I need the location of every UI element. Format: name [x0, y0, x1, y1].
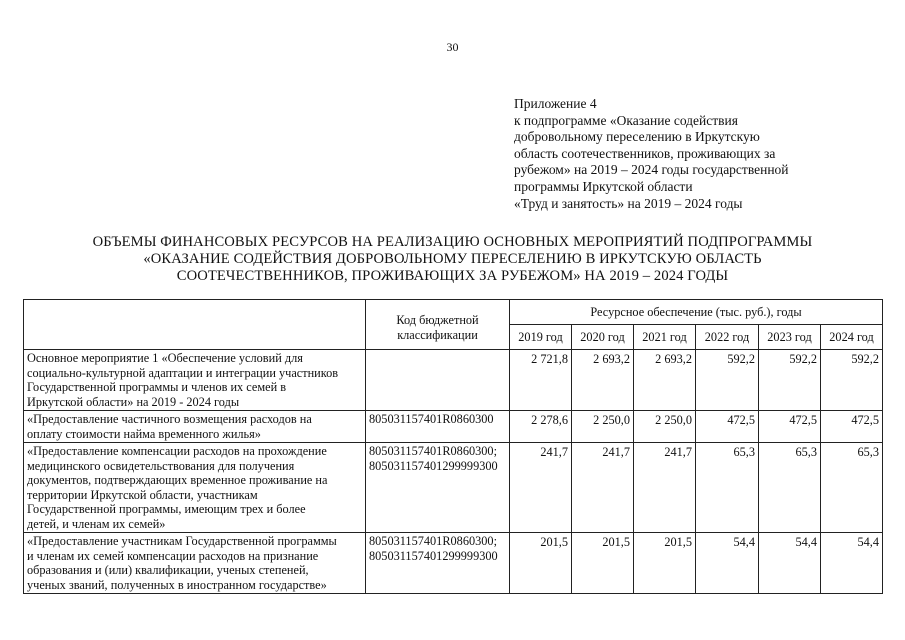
row-name-line: территории Иркутской области, участникам: [27, 487, 258, 502]
row-value-2021: 2 693,2: [634, 350, 696, 411]
row-name-line: и членам их семей компенсации расходов на признание: [27, 548, 319, 563]
row-code-line: 805031157401R0860300;: [369, 444, 497, 458]
row-name-line: «Предоставление участникам Государственной программы: [27, 534, 337, 548]
table-row: [24, 411, 883, 443]
appendix-line: рубежом» на 2019 – 2024 годы государственной: [514, 162, 789, 178]
row-name-line: детей, и членам их семей»: [27, 516, 166, 531]
title-line: «ОКАЗАНИЕ СОДЕЙСТВИЯ ДОБРОВОЛЬНОМУ ПЕРЕСЕЛЕНИЮ В ИРКУТСКУЮ ОБЛАСТЬ: [143, 251, 762, 267]
row-value-2024: 592,2: [821, 350, 883, 411]
row-value-2021: 201,5: [634, 533, 696, 594]
row-name-line: Государственной программы и членов их семей в: [27, 380, 287, 394]
appendix-line: область соотечественников, проживающих за: [514, 145, 776, 161]
title-line: ОБЪЕМЫ ФИНАНСОВЫХ РЕСУРСОВ НА РЕАЛИЗАЦИЮ ОСНОВНЫХ МЕРОПРИЯТИЙ ПОДПРОГРАММЫ: [92, 234, 813, 250]
header-name-cell: [24, 300, 366, 350]
row-value-2024: 65,3: [821, 443, 883, 533]
row-name-line: ученых званий, полученных в иностранном государстве»: [27, 577, 327, 592]
header-code-line: классификации: [397, 327, 478, 342]
appendix-line: к подпрограмме «Оказание содействия: [514, 112, 738, 128]
row-name-line: «Предоставление компенсации расходов на прохождение: [27, 444, 327, 458]
header-code-cell: [366, 300, 510, 350]
row-name-line: социально-культурной адаптации и интеграции участников: [27, 365, 339, 380]
row-value-2019: 241,7: [510, 443, 572, 533]
header-year: 2023 год: [759, 324, 821, 350]
row-name-line: образования и (или) квалификации, ученых степеней,: [27, 563, 309, 577]
appendix-note: [514, 96, 864, 212]
row-value-2021: 241,7: [634, 443, 696, 533]
row-code-line: 805031157401299999300: [369, 458, 498, 473]
row-code-line: 805031157401R0860300: [369, 412, 494, 426]
row-name-line: медицинского освидетельствования для получения: [27, 458, 295, 473]
page-number: 30: [446, 40, 459, 54]
row-name-line: «Предоставление частичного возмещения расходов на: [27, 412, 312, 426]
row-value-2020: 2 250,0: [572, 411, 634, 443]
row-name-line: Основное мероприятие 1 «Обеспечение условий для: [27, 351, 303, 365]
row-name-cell: [24, 443, 366, 533]
financial-resources-table: [23, 299, 883, 594]
row-value-2024: 472,5: [821, 411, 883, 443]
header-year: 2024 год: [821, 324, 883, 350]
row-value-2024: 54,4: [821, 533, 883, 594]
row-value-2022: 65,3: [696, 443, 759, 533]
row-code-cell: [366, 533, 510, 594]
row-name-line: Иркутской области» на 2019 - 2024 годы: [27, 394, 240, 409]
row-value-2019: 2 721,8: [510, 350, 572, 411]
appendix-line: «Труд и занятость» на 2019 – 2024 годы: [514, 195, 743, 211]
row-value-2023: 54,4: [759, 533, 821, 594]
header-year: 2021 год: [634, 324, 696, 350]
row-value-2023: 592,2: [759, 350, 821, 411]
header-year: 2019 год: [510, 324, 572, 350]
row-code-cell: [366, 443, 510, 533]
appendix-line: программы Иркутской области: [514, 178, 693, 194]
row-value-2022: 472,5: [696, 411, 759, 443]
row-value-2021: 2 250,0: [634, 411, 696, 443]
appendix-line: Приложение 4: [514, 96, 597, 111]
table-row: [24, 350, 883, 411]
header-year: 2022 год: [696, 324, 759, 350]
header-row: [24, 300, 883, 325]
row-value-2020: 241,7: [572, 443, 634, 533]
row-value-2022: 54,4: [696, 533, 759, 594]
header-resource-cell: Ресурсное обеспечение (тыс. руб.), годы: [510, 300, 883, 325]
row-name-line: оплату стоимости найма временного жилья»: [27, 426, 261, 441]
row-name-cell: [24, 350, 366, 411]
row-value-2020: 201,5: [572, 533, 634, 594]
row-value-2019: 201,5: [510, 533, 572, 594]
row-code-line: 805031157401299999300: [369, 548, 498, 563]
table-row: [24, 533, 883, 594]
row-name-cell: [24, 411, 366, 443]
row-name-cell: [24, 533, 366, 594]
row-name-line: Государственной программы, имеющим трех и более: [27, 502, 306, 516]
row-code-line: 805031157401R0860300;: [369, 534, 497, 548]
appendix-line: добровольному переселению в Иркутскую: [514, 129, 760, 145]
title-line: СООТЕЧЕСТВЕННИКОВ, ПРОЖИВАЮЩИХ ЗА РУБЕЖОМ» НА 2019 – 2024 ГОДЫ: [176, 268, 729, 284]
row-value-2023: 65,3: [759, 443, 821, 533]
header-year: 2020 год: [572, 324, 634, 350]
row-code-cell: [366, 350, 510, 411]
document-title: [0, 234, 905, 285]
row-value-2020: 2 693,2: [572, 350, 634, 411]
row-value-2023: 472,5: [759, 411, 821, 443]
row-value-2022: 592,2: [696, 350, 759, 411]
table-row: [24, 443, 883, 533]
header-code-line: Код бюджетной: [396, 313, 479, 327]
row-code-cell: [366, 411, 510, 443]
row-name-line: документов, подтверждающих временное проживание на: [27, 473, 328, 487]
row-value-2019: 2 278,6: [510, 411, 572, 443]
